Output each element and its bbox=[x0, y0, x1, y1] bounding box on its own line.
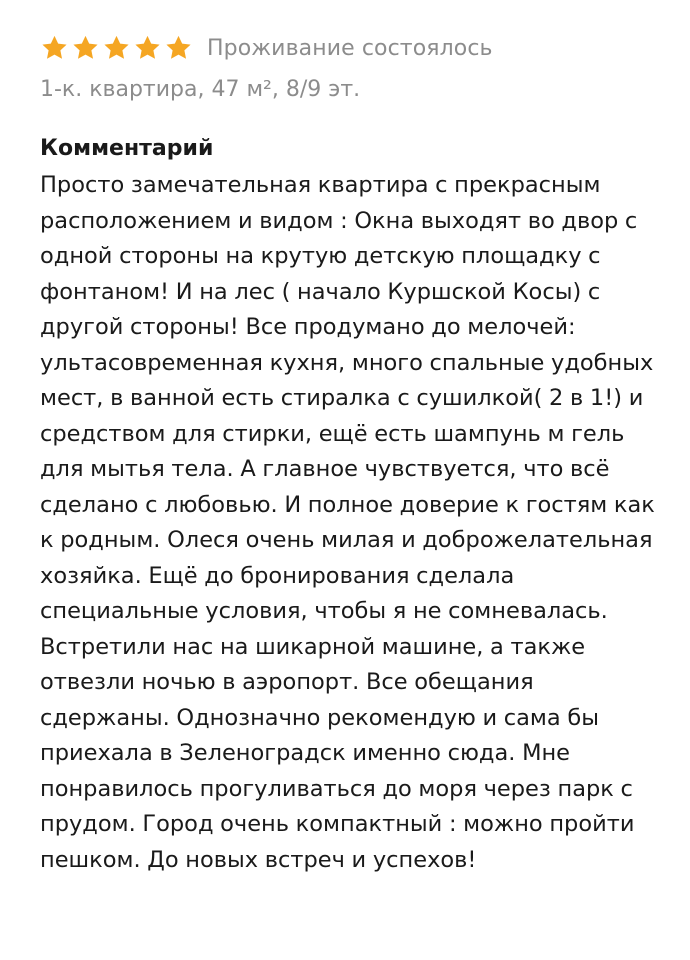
comment-text: Просто замечательная квартира с прекрасным расположением и видом : Окна выходят во двор с одной стороны на крутую детскую площадку с фонтаном! И на лес ( начало Куршской Косы) с другой стороны! Все продумано до мелочей: ультасовременная кухня, много спальные удобных мест, в ванной есть стиралка с сушилкой( 2 в 1!) и средством для стирки, ещё есть шампунь м гель для мытья тела. А главное чувствуется, что всё сделано с любовью. И полное доверие к гостям как к родным. Олеся очень милая и доброжелательная хозяйка. Ещё до бронирования сделала специальные условия, чтобы я не сомневалась. Встретили нас на шикарной машине, а также отвезли ночью в аэропорт. Все обещания сдержаны. Однозначно рекомендую и сама бы приехала в Зеленоградск именно сюда. Мне понравилось прогуливаться до моря через парк с прудом. Город очень компактный : можно пройти пешком. До новых встреч и успехов! bbox=[40, 172, 655, 873]
stay-status: Проживание состоялось bbox=[207, 35, 493, 61]
rating-row bbox=[40, 30, 650, 66]
star-icon bbox=[102, 34, 131, 62]
star-icon bbox=[40, 34, 69, 62]
star-rating bbox=[40, 34, 195, 62]
star-icon bbox=[133, 34, 162, 62]
listing-details: 1-к. квартира, 47 м², 8/9 эт. bbox=[40, 77, 361, 102]
star-icon bbox=[71, 34, 100, 62]
star-icon bbox=[164, 34, 193, 62]
comment-heading: Комментарий bbox=[40, 136, 214, 161]
